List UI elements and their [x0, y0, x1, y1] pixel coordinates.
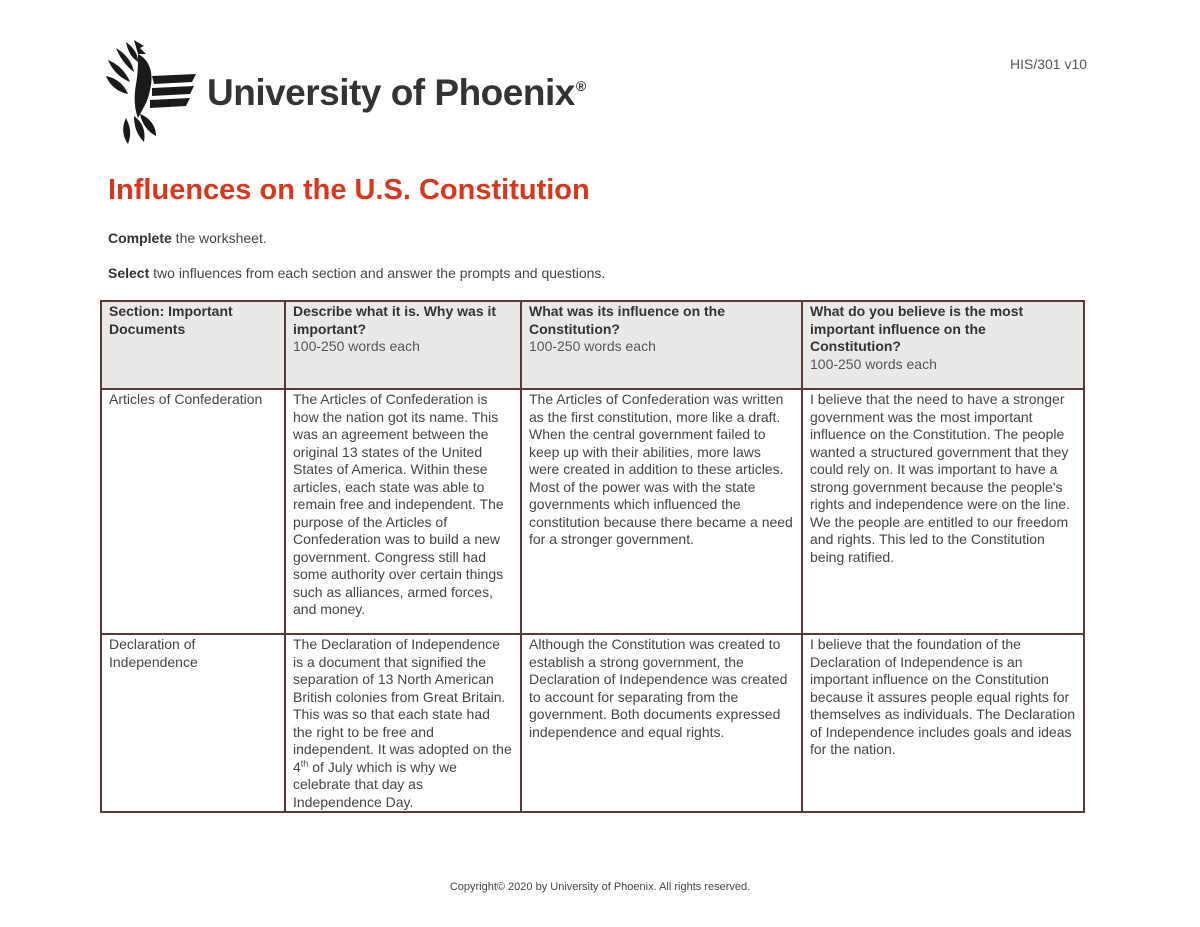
- header-cell-section: Section: Important Documents: [101, 301, 285, 389]
- page-title: Influences on the U.S. Constitution: [108, 174, 590, 206]
- logo-wordmark: University of Phoenix®: [207, 72, 586, 113]
- university-logo: [104, 38, 584, 146]
- description-cell: The Articles of Confederation is how the nation got its name. This was an agreement between the original 13 states of the United States of America. Within these articles, each state was able to remain free and independent. The purpose of the Articles of Confederation was to build a new government. Congress still had some authority over certain things such as alliances, armed forces, and money.: [285, 389, 521, 634]
- worksheet-table: [100, 300, 1085, 813]
- belief-cell: I believe that the need to have a stronger government was the most important influence on the Constitution. The people wanted a structured government that they could rely on. It was important to have a strong government because the people's rights and independence were on the line. We the people are entitled to our freedom and rights. This led to the Constitution being ratified.: [802, 389, 1084, 634]
- header-cell-belief: What do you believe is the most important influence on the Constitution? 100-250 words each: [802, 301, 1084, 389]
- header-cell-influence: What was its influence on the Constitution? 100-250 words each: [521, 301, 802, 389]
- description-cell: The Declaration of Independence is a document that signified the separation of 13 North American British colonies from Great Britain. This was so that each state had the right to be free and independent. It was adopted on the 4th of July which is why we celebrate that day as Independence Day.: [285, 634, 521, 812]
- belief-cell: I believe that the foundation of the Declaration of Independence is an important influence on the Constitution because it assures people equal rights for themselves as individuals. The Declaration of Independence includes goals and ideas for the nation.: [802, 634, 1084, 812]
- instruction-select: Select two influences from each section and answer the prompts and questions.: [108, 265, 606, 281]
- phoenix-icon: [104, 38, 204, 146]
- copyright-footer: Copyright© 2020 by University of Phoenix. All rights reserved.: [449, 881, 751, 893]
- document-name-cell: Declaration of Independence: [101, 634, 285, 812]
- instruction-complete: Complete the worksheet.: [108, 230, 267, 246]
- document-code: HIS/301 v10: [1010, 56, 1088, 72]
- table-row: [101, 389, 1084, 634]
- table-row: [101, 634, 1084, 812]
- influence-cell: The Articles of Confederation was written as the first constitution, more like a draft. When the central government failed to keep up with their abilities, more laws were created in addition to these articles. Most of the power was with the state governments which influenced the constitution because there became a need for a stronger government.: [521, 389, 802, 634]
- header-cell-describe: Describe what it is. Why was it important? 100-250 words each: [285, 301, 521, 389]
- table-header-row: [101, 301, 1084, 389]
- influence-cell: Although the Constitution was created to establish a strong government, the Declaration of Independence was created to account for separating from the government. Both documents expressed independence and equal rights.: [521, 634, 802, 812]
- document-name-cell: Articles of Confederation: [101, 389, 285, 634]
